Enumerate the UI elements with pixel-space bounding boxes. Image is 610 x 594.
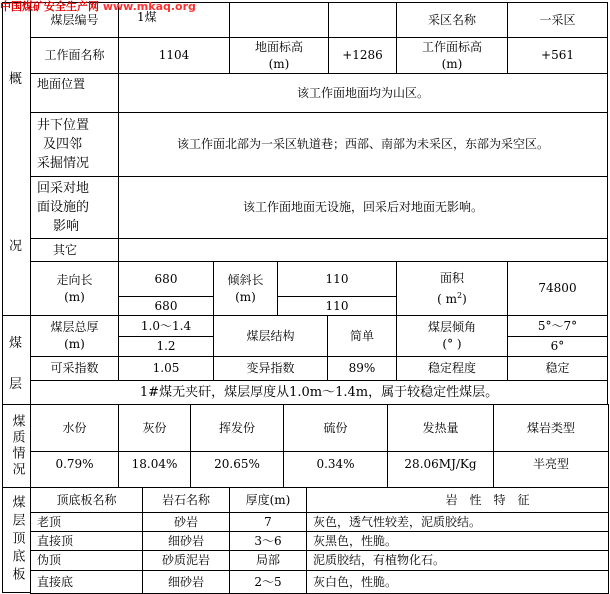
watermark [0, 0, 196, 14]
recoverable-label: 可采指数 [30, 356, 119, 381]
roof-floor-cell-layer-name: 直接顶 [30, 531, 143, 551]
quality-volatile-value: 20.65% [190, 451, 284, 488]
quality-moisture-value: 0.79% [30, 451, 119, 488]
roof-floor-cell-layer-name: 伪顶 [30, 550, 143, 571]
dip-angle-label: 煤层倾角 [427, 320, 476, 334]
quality-calorific-value: 28.06MJ/Kg [387, 451, 494, 488]
ground-elev-label: 地面标高 [254, 39, 303, 54]
strike-label: 走向长 [56, 272, 93, 287]
roof-floor-cell-rock-name: 砂质泥岩 [142, 550, 230, 571]
stability-value: 稳定 [507, 356, 608, 381]
roof-floor-cell-rock-name: 砂岩 [142, 512, 230, 532]
quality-ash-label: 灰份 [118, 404, 191, 452]
roof-floor-cell-characteristics: 灰白色，性脆。 [306, 570, 609, 594]
face-name-label: 工作面名称 [30, 37, 119, 74]
watermark-site-name: 中国煤矿安全生产网 [0, 0, 99, 13]
roof-floor-cell-characteristics: 灰色，透气性较差，泥质胶结。 [306, 512, 609, 532]
underground-label-cell [30, 112, 119, 177]
dip-label: 倾斜长 [227, 272, 264, 287]
overview-section-title-bottom: 况 [9, 239, 23, 254]
thickness-range: 1.0～1.4 [118, 315, 214, 337]
dip-angle-unit: (° ) [442, 337, 462, 351]
roof-floor-cell-thickness: 7 [229, 512, 307, 532]
thickness-avg: 1.2 [118, 336, 214, 357]
thickness-label: 煤层总厚 [50, 320, 99, 334]
face-elev-label: 工作面标高 [421, 39, 482, 54]
surface-location-label: 地面位置 [30, 73, 119, 113]
roof-floor-cell-rock-name: 细砂岩 [142, 570, 230, 594]
quality-ash-value: 18.04% [118, 451, 191, 488]
strike-label-cell [30, 261, 119, 316]
surface-location-value: 该工作面地面均为山区。 [118, 73, 608, 113]
dip-label-cell [213, 261, 278, 316]
dip-value-1: 110 [277, 261, 397, 297]
roof-floor-section-title: 煤层顶底板 [2, 487, 31, 593]
influence-label-line-2: 面设施的 [37, 200, 90, 215]
quality-moisture-label: 水份 [30, 404, 119, 452]
structure-value: 简单 [327, 315, 397, 357]
roof-floor-cell-thickness: 3～6 [229, 531, 307, 551]
face-elev-unit: (m) [441, 56, 463, 71]
dip-angle-range: 5°～7° [507, 315, 608, 337]
dip-angle-label-cell [396, 315, 508, 357]
mining-area-label: 采区名称 [396, 2, 508, 38]
quality-volatile-label: 挥发份 [190, 404, 284, 452]
seam-no-label: 煤层编号 [30, 2, 119, 38]
quality-coal-type-value: 半亮型 [493, 451, 609, 488]
other-label: 其它 [30, 238, 119, 262]
quality-coal-type-label: 煤岩类型 [493, 404, 609, 452]
area-unit-open: ( m [437, 291, 458, 306]
thickness-unit: (m) [64, 337, 85, 351]
underground-label-line-2: 及四邻 [43, 137, 83, 152]
seam-section-title-top: 煤 [9, 336, 23, 351]
ground-elev-label-cell [229, 37, 329, 74]
structure-label: 煤层结构 [213, 315, 328, 357]
quality-section-title: 煤质情况 [2, 404, 31, 488]
roof-floor-cell-layer-name: 直接底 [30, 570, 143, 594]
roof-floor-header-rock-name: 岩石名称 [142, 487, 230, 513]
strike-unit: (m) [64, 289, 85, 304]
roof-floor-cell-characteristics: 泥质胶结，有植物化石。 [306, 550, 609, 571]
dip-angle-avg: 6° [507, 336, 608, 357]
area-unit [437, 287, 467, 308]
recoverable-value: 1.05 [118, 356, 214, 381]
thickness-label-cell [30, 315, 119, 357]
seam-no-value: 1煤 [118, 2, 230, 38]
influence-value: 该工作面地面无设施，回采后对地面无影响。 [118, 176, 608, 239]
area-unit-close: ) [462, 291, 467, 306]
other-value [118, 238, 608, 262]
quality-sulfur-label: 硫份 [283, 404, 388, 452]
influence-label-cell [30, 176, 119, 239]
area-label: 面积 [439, 270, 464, 285]
roof-floor-cell-characteristics: 灰黑色，性脆。 [306, 531, 609, 551]
ground-elev-value: +1286 [328, 37, 397, 74]
strike-value-1: 680 [118, 261, 214, 297]
face-name-value: 1104 [118, 37, 230, 74]
underground-label-line-3: 采掘情况 [37, 156, 90, 171]
overview-section-cell [2, 2, 31, 316]
underground-value: 该工作面北部为一采区轨道巷；西部、南部为未采区，东部为采空区。 [118, 112, 608, 177]
roof-floor-header-layer-name: 顶底板名称 [30, 487, 143, 513]
roof-floor-cell-thickness: 局部 [229, 550, 307, 571]
stability-label: 稳定程度 [396, 356, 508, 381]
area-unit-sup: 2 [457, 290, 463, 300]
area-label-cell [396, 261, 508, 316]
face-elev-label-cell [396, 37, 508, 74]
underground-label-line-1: 井下位置 [37, 118, 90, 133]
overview-section-title-top: 概 [9, 72, 23, 87]
quality-sulfur-value: 0.34% [283, 451, 388, 488]
face-elev-value: +561 [507, 37, 608, 74]
quality-calorific-label: 发热量 [387, 404, 494, 452]
mining-area-value: 一采区 [507, 2, 608, 38]
ground-elev-unit: (m) [268, 56, 290, 71]
dip-value-2: 110 [277, 296, 397, 316]
seam-no-blank-1 [229, 2, 329, 38]
roof-floor-header-characteristics: 岩 性 特 征 [306, 487, 609, 513]
variation-label: 变异指数 [213, 356, 328, 381]
variation-value: 89% [327, 356, 397, 381]
watermark-url: www.mkaq.org [102, 0, 196, 13]
influence-label-line-1: 回采对地 [37, 181, 90, 196]
area-value: 74800 [507, 261, 608, 316]
dip-unit: (m) [235, 289, 256, 304]
strike-value-2: 680 [118, 296, 214, 316]
roof-floor-cell-layer-name: 老顶 [30, 512, 143, 532]
seam-section-title-bottom: 层 [9, 377, 23, 392]
roof-floor-header-thickness: 厚度(m) [229, 487, 307, 513]
roof-floor-cell-thickness: 2～5 [229, 570, 307, 594]
influence-label-line-3: 影响 [53, 219, 80, 234]
seam-no-blank-2 [328, 2, 397, 38]
seam-summary: 1#煤无夹矸，煤层厚度从1.0m～1.4m，属于较稳定性煤层。 [30, 380, 608, 405]
roof-floor-cell-rock-name: 细砂岩 [142, 531, 230, 551]
